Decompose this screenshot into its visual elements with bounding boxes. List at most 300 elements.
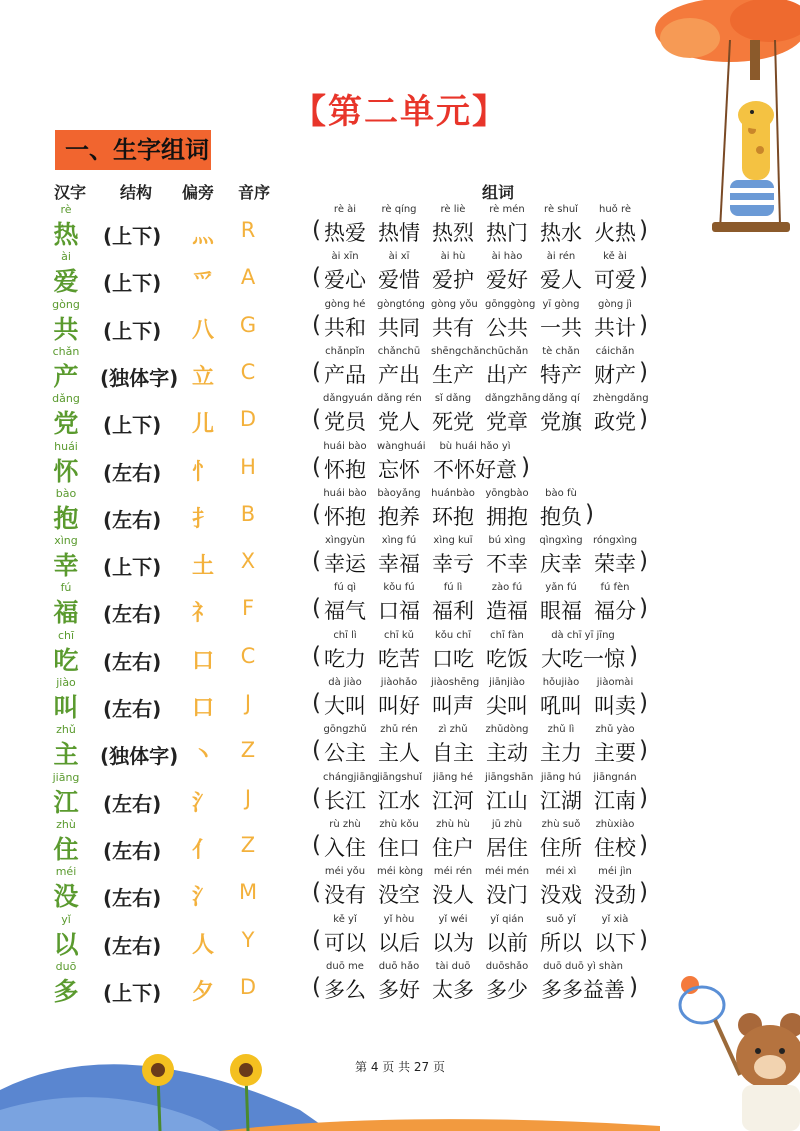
radical: 忄 bbox=[191, 459, 214, 485]
word-item bbox=[485, 913, 529, 958]
close-paren: ) bbox=[639, 879, 648, 906]
word-text: 幸亏 bbox=[432, 552, 474, 577]
sound-sequence: C bbox=[240, 359, 256, 384]
word-item bbox=[377, 392, 421, 437]
word-pinyin: bào fù bbox=[545, 487, 577, 499]
char-pinyin: xìng bbox=[54, 534, 78, 548]
word-pinyin: dǎngzhāng bbox=[485, 393, 541, 405]
radical: 夕 bbox=[191, 979, 214, 1005]
word-pinyin: jiāngshuǐ bbox=[377, 771, 423, 783]
character: 吃 bbox=[53, 645, 79, 675]
word-item bbox=[431, 865, 475, 910]
word-text: 庆幸 bbox=[540, 552, 582, 577]
char-pinyin: ài bbox=[61, 250, 71, 264]
word-text: 共有 bbox=[432, 315, 474, 340]
word-text: 住所 bbox=[540, 835, 582, 860]
word-pinyin: dà jiào bbox=[328, 677, 362, 688]
word-text: 尖叫 bbox=[486, 694, 528, 718]
open-paren: ( bbox=[312, 453, 321, 480]
char-pinyin: bào bbox=[55, 486, 77, 500]
sound-sequence: D bbox=[239, 974, 257, 999]
word-item bbox=[539, 771, 583, 816]
word-text: 大吃一惊 bbox=[541, 646, 625, 671]
word-pinyin: ài xī bbox=[388, 251, 410, 263]
word-pinyin: ài rén bbox=[546, 251, 576, 263]
word-pinyin: jū zhù bbox=[491, 818, 523, 830]
character: 主 bbox=[53, 740, 79, 770]
word-item bbox=[539, 913, 583, 958]
word-text: 江河 bbox=[432, 788, 474, 813]
word-item bbox=[593, 676, 637, 721]
word-item bbox=[323, 771, 379, 816]
word-pinyin: chī kǔ bbox=[384, 629, 414, 641]
word-text: 没有 bbox=[324, 883, 366, 908]
open-paren: ( bbox=[312, 831, 321, 858]
word-text: 热门 bbox=[486, 221, 528, 245]
word-pinyin: yǐ xià bbox=[601, 913, 629, 925]
open-paren: ( bbox=[312, 500, 321, 527]
radical: 立 bbox=[191, 364, 214, 390]
open-paren: ( bbox=[312, 548, 321, 575]
word-pinyin: jiāng hú bbox=[540, 771, 582, 783]
word-text: 以为 bbox=[432, 930, 474, 955]
structure-label: (左右) bbox=[103, 649, 162, 674]
word-item bbox=[431, 487, 475, 532]
radical: 土 bbox=[191, 554, 214, 580]
header-structure: 结构 bbox=[120, 183, 153, 202]
word-pinyin: chǎnchū bbox=[377, 345, 421, 357]
close-paren: ) bbox=[639, 548, 648, 575]
word-pinyin: gòng jì bbox=[598, 298, 632, 310]
close-paren: ) bbox=[585, 500, 594, 527]
word-text: 热烈 bbox=[432, 221, 474, 245]
word-text: 所以 bbox=[540, 930, 582, 955]
word-text: 不怀好意 bbox=[433, 457, 517, 482]
open-paren: ( bbox=[312, 973, 321, 1000]
word-item bbox=[377, 818, 421, 863]
word-pinyin: cáichǎn bbox=[595, 345, 635, 357]
word-text: 政党 bbox=[594, 410, 636, 435]
word-text: 吼叫 bbox=[540, 694, 582, 718]
structure-label: (左右) bbox=[103, 460, 162, 485]
word-text: 入住 bbox=[324, 835, 366, 860]
structure-label: (独体字) bbox=[100, 365, 179, 390]
structure-label: (左右) bbox=[103, 791, 162, 816]
word-item bbox=[431, 629, 475, 674]
word-pinyin: xìng kuī bbox=[433, 535, 473, 547]
character: 多 bbox=[53, 976, 79, 1006]
word-pinyin: chǎnpǐn bbox=[325, 345, 365, 357]
header-char: 汉字 bbox=[54, 183, 87, 202]
word-item bbox=[485, 960, 529, 1005]
word-item bbox=[431, 203, 475, 248]
char-pinyin: duō bbox=[55, 959, 77, 973]
character: 怀 bbox=[53, 456, 79, 486]
radical: 氵 bbox=[191, 885, 214, 911]
character: 共 bbox=[53, 314, 79, 344]
word-pinyin: rù zhù bbox=[329, 818, 361, 830]
word-text: 幸运 bbox=[324, 552, 366, 577]
word-text: 主力 bbox=[540, 741, 582, 766]
open-paren: ( bbox=[312, 690, 321, 716]
word-item bbox=[539, 487, 583, 532]
structure-label: (左右) bbox=[103, 602, 162, 627]
structure-label: (左右) bbox=[103, 507, 162, 532]
word-pinyin: duō me bbox=[326, 960, 364, 972]
word-text: 一共 bbox=[540, 315, 582, 340]
word-pinyin: kǒu fú bbox=[383, 582, 415, 594]
char-pinyin: huái bbox=[54, 439, 78, 453]
open-paren: ( bbox=[312, 737, 321, 764]
word-item bbox=[431, 250, 475, 295]
word-text: 爱好 bbox=[486, 268, 528, 293]
word-item bbox=[593, 818, 637, 863]
word-pinyin: zhù suǒ bbox=[541, 818, 581, 830]
word-text: 没劲 bbox=[594, 883, 636, 908]
word-item bbox=[323, 250, 367, 295]
sound-sequence: Z bbox=[240, 832, 256, 857]
table-row bbox=[0, 345, 800, 392]
word-item bbox=[485, 771, 534, 816]
word-pinyin: ài hù bbox=[440, 251, 466, 263]
word-item bbox=[377, 913, 421, 958]
word-text: 财产 bbox=[594, 362, 636, 387]
close-paren: ) bbox=[639, 217, 648, 243]
word-item bbox=[323, 581, 367, 626]
word-text: 可爱 bbox=[594, 268, 636, 293]
word-text: 福分 bbox=[594, 599, 636, 624]
radical: 人 bbox=[191, 932, 214, 958]
word-item bbox=[323, 960, 367, 1005]
word-item bbox=[539, 345, 583, 390]
word-text: 不幸 bbox=[486, 552, 528, 577]
sound-sequence: C bbox=[240, 643, 256, 668]
character: 福 bbox=[53, 598, 79, 628]
word-item bbox=[539, 960, 627, 1005]
char-pinyin: chī bbox=[57, 628, 75, 642]
word-pinyin: fú lì bbox=[443, 582, 463, 594]
character: 幸 bbox=[53, 551, 79, 581]
word-item bbox=[485, 818, 529, 863]
word-item bbox=[431, 960, 475, 1005]
sound-sequence: R bbox=[240, 218, 256, 242]
word-text: 产品 bbox=[324, 362, 366, 387]
radical: 八 bbox=[191, 317, 214, 343]
char-pinyin: dǎng bbox=[52, 392, 80, 406]
table-row bbox=[0, 723, 800, 770]
header-radical: 偏旁 bbox=[182, 183, 215, 202]
word-text: 怀抱 bbox=[324, 504, 366, 529]
word-text: 幸福 bbox=[378, 552, 420, 577]
sound-sequence: J bbox=[244, 691, 252, 715]
word-item bbox=[431, 676, 480, 721]
structure-label: (上下) bbox=[103, 318, 162, 343]
word-text: 居住 bbox=[486, 835, 528, 860]
word-text: 党员 bbox=[324, 410, 366, 435]
word-pinyin: tè chǎn bbox=[542, 345, 580, 357]
section-heading: 一、生字组词 bbox=[55, 130, 211, 170]
structure-label: (左右) bbox=[103, 933, 162, 958]
word-item bbox=[323, 392, 373, 437]
table-row bbox=[0, 960, 800, 1007]
word-text: 党旗 bbox=[540, 410, 582, 435]
close-paren: ) bbox=[639, 926, 648, 953]
word-item bbox=[377, 629, 421, 674]
word-item bbox=[377, 676, 421, 721]
word-pinyin: jiàomài bbox=[596, 677, 634, 688]
word-text: 多多益善 bbox=[541, 977, 625, 1002]
char-pinyin: jiāng bbox=[52, 770, 80, 784]
sound-sequence: F bbox=[241, 596, 255, 621]
word-text: 福利 bbox=[432, 599, 474, 624]
close-paren: ) bbox=[639, 595, 648, 622]
word-pinyin: rè liè bbox=[440, 204, 466, 215]
radical: 扌 bbox=[191, 506, 214, 532]
word-pinyin: dǎngyuán bbox=[323, 393, 373, 405]
word-text: 没空 bbox=[378, 883, 420, 908]
table-row bbox=[0, 676, 800, 723]
structure-label: (独体字) bbox=[100, 744, 179, 769]
word-pinyin: dǎng qí bbox=[542, 393, 580, 405]
table-row bbox=[0, 298, 800, 345]
radical: 儿 bbox=[191, 412, 214, 438]
sound-sequence: H bbox=[240, 454, 256, 479]
word-item bbox=[593, 250, 637, 295]
sound-sequence: Y bbox=[241, 927, 255, 952]
table-row bbox=[0, 534, 800, 581]
word-item bbox=[485, 203, 529, 248]
word-item bbox=[539, 818, 583, 863]
word-item bbox=[377, 298, 425, 343]
open-paren: ( bbox=[312, 311, 321, 338]
word-text: 以前 bbox=[486, 930, 528, 955]
word-pinyin: méi jìn bbox=[598, 866, 632, 878]
word-item bbox=[539, 203, 583, 248]
structure-label: (上下) bbox=[103, 271, 162, 296]
char-pinyin: gòng bbox=[52, 297, 80, 311]
close-paren: ) bbox=[639, 690, 648, 716]
structure-label: (左右) bbox=[103, 697, 162, 721]
word-text: 产出 bbox=[378, 362, 420, 387]
word-pinyin: duō duō yì shàn bbox=[543, 960, 623, 972]
word-text: 热爱 bbox=[324, 221, 366, 245]
word-text: 江山 bbox=[486, 788, 528, 813]
word-text: 叫卖 bbox=[594, 694, 636, 718]
word-pinyin: duō hǎo bbox=[378, 960, 420, 972]
sound-sequence: D bbox=[239, 407, 257, 432]
structure-label: (上下) bbox=[103, 224, 162, 248]
word-pinyin: yǎn fú bbox=[545, 582, 577, 594]
word-pinyin: jiàohǎo bbox=[380, 677, 418, 688]
word-text: 抱负 bbox=[540, 504, 582, 529]
word-text: 口福 bbox=[378, 599, 420, 624]
word-item bbox=[539, 629, 627, 674]
radical: 礻 bbox=[191, 601, 214, 627]
word-item bbox=[485, 629, 529, 674]
character: 产 bbox=[53, 361, 79, 391]
word-pinyin: chángjiāng bbox=[323, 771, 379, 783]
character: 以 bbox=[53, 929, 79, 959]
table-row bbox=[0, 865, 800, 912]
word-text: 以后 bbox=[378, 930, 420, 955]
char-pinyin: zhǔ bbox=[56, 723, 76, 737]
character: 党 bbox=[53, 409, 79, 439]
header-words: 组词 bbox=[482, 183, 515, 202]
structure-label: (左右) bbox=[103, 838, 162, 863]
word-item bbox=[539, 581, 583, 626]
word-item bbox=[485, 865, 529, 910]
word-item bbox=[593, 392, 649, 437]
word-item bbox=[323, 865, 367, 910]
word-pinyin: fú qì bbox=[333, 582, 357, 594]
word-text: 叫声 bbox=[432, 694, 474, 718]
word-item bbox=[485, 392, 541, 437]
word-text: 爱惜 bbox=[378, 268, 420, 293]
structure-label: (左右) bbox=[103, 886, 162, 911]
word-pinyin: rè shuǐ bbox=[544, 204, 578, 215]
sunflower-hill-decoration bbox=[0, 1030, 800, 1131]
word-item bbox=[377, 723, 421, 768]
word-item bbox=[323, 723, 367, 768]
word-text: 造福 bbox=[486, 599, 528, 624]
char-pinyin: zhù bbox=[56, 817, 76, 831]
word-text: 热情 bbox=[378, 221, 420, 245]
table-row bbox=[0, 392, 800, 439]
char-pinyin: rè bbox=[60, 203, 72, 216]
word-pinyin: yǐ qián bbox=[490, 913, 524, 925]
word-item bbox=[431, 581, 475, 626]
word-pinyin: yī gòng bbox=[542, 298, 580, 310]
word-pinyin: huǒ rè bbox=[598, 204, 632, 215]
structure-label: (上下) bbox=[103, 413, 162, 438]
sound-sequence: Z bbox=[240, 738, 256, 763]
word-text: 多少 bbox=[486, 977, 528, 1002]
word-pinyin: zhǔ lì bbox=[547, 724, 575, 736]
word-text: 火热 bbox=[594, 221, 636, 245]
word-pinyin: xìng fú bbox=[381, 535, 417, 547]
word-item bbox=[485, 487, 529, 532]
word-item bbox=[377, 771, 421, 816]
word-text: 热水 bbox=[540, 221, 582, 245]
close-paren: ) bbox=[639, 406, 648, 433]
word-item bbox=[431, 534, 475, 579]
word-text: 爱护 bbox=[432, 268, 474, 293]
word-item bbox=[377, 345, 421, 390]
word-text: 大叫 bbox=[324, 694, 366, 718]
word-text: 怀抱 bbox=[324, 457, 366, 482]
word-pinyin: zhù hù bbox=[436, 818, 470, 830]
word-item bbox=[485, 250, 529, 295]
word-pinyin: gōngzhǔ bbox=[323, 724, 367, 736]
character: 没 bbox=[53, 882, 79, 912]
sound-sequence: J bbox=[244, 785, 252, 810]
open-paren: ( bbox=[312, 595, 321, 622]
table-row bbox=[0, 581, 800, 628]
word-pinyin: méi yǒu bbox=[324, 866, 366, 878]
word-item bbox=[431, 818, 475, 863]
word-text: 以下 bbox=[594, 930, 636, 955]
word-pinyin: duōshǎo bbox=[485, 960, 529, 972]
table-row bbox=[0, 629, 800, 676]
word-pinyin: dà chī yī jīng bbox=[551, 629, 615, 641]
word-item bbox=[539, 250, 583, 295]
word-item bbox=[323, 203, 367, 248]
word-item bbox=[593, 723, 637, 768]
word-pinyin: bù huái hǎo yì bbox=[439, 440, 511, 452]
close-paren: ) bbox=[639, 311, 648, 338]
word-item bbox=[377, 865, 424, 910]
word-item bbox=[485, 723, 529, 768]
word-item bbox=[593, 581, 637, 626]
char-pinyin: chǎn bbox=[52, 344, 80, 358]
word-text: 没门 bbox=[486, 883, 528, 908]
word-item bbox=[485, 676, 529, 721]
word-pinyin: jiāng hé bbox=[432, 771, 474, 783]
char-pinyin: jiào bbox=[56, 676, 76, 689]
word-item bbox=[539, 676, 583, 721]
word-pinyin: rè ài bbox=[333, 204, 357, 215]
word-item bbox=[377, 581, 421, 626]
word-item bbox=[431, 723, 475, 768]
word-text: 口吃 bbox=[432, 646, 474, 671]
word-item bbox=[593, 345, 637, 390]
word-text: 爱人 bbox=[540, 268, 582, 293]
word-pinyin: zì zhǔ bbox=[438, 724, 468, 736]
word-pinyin: zhǔ rén bbox=[380, 724, 418, 736]
word-pinyin: huái bào bbox=[323, 440, 367, 452]
word-item bbox=[377, 250, 421, 295]
word-pinyin: kǒu chī bbox=[434, 629, 472, 641]
open-paren: ( bbox=[312, 358, 321, 385]
character: 爱 bbox=[53, 267, 79, 297]
word-pinyin: yōngbào bbox=[485, 487, 529, 499]
word-text: 出产 bbox=[486, 362, 528, 387]
word-pinyin: zhù kǒu bbox=[379, 818, 419, 830]
word-item bbox=[377, 534, 421, 579]
radical: 口 bbox=[191, 696, 214, 721]
word-pinyin: tài duō bbox=[435, 960, 471, 972]
word-text: 抱养 bbox=[378, 504, 420, 529]
word-text: 长江 bbox=[324, 788, 366, 813]
word-text: 死党 bbox=[432, 410, 474, 435]
word-item bbox=[593, 771, 637, 816]
word-text: 共和 bbox=[324, 315, 366, 340]
word-item bbox=[377, 203, 421, 248]
word-pinyin: méi kòng bbox=[377, 866, 424, 878]
word-item bbox=[323, 440, 367, 485]
word-text: 环抱 bbox=[432, 504, 474, 529]
word-text: 多么 bbox=[324, 977, 366, 1002]
word-pinyin: chī lì bbox=[333, 629, 357, 641]
word-text: 眼福 bbox=[540, 599, 582, 624]
sound-sequence: B bbox=[240, 501, 256, 526]
character: 江 bbox=[53, 787, 79, 817]
radical: 爫 bbox=[191, 270, 214, 296]
word-item bbox=[593, 913, 637, 958]
word-pinyin: méi mén bbox=[485, 866, 530, 878]
word-text: 忘怀 bbox=[378, 457, 420, 482]
word-text: 爱心 bbox=[324, 268, 366, 293]
table-row bbox=[0, 440, 800, 487]
word-text: 住口 bbox=[378, 835, 420, 860]
word-item bbox=[539, 298, 583, 343]
word-text: 住校 bbox=[594, 835, 636, 860]
word-item bbox=[539, 534, 583, 579]
character: 住 bbox=[53, 834, 79, 864]
word-item bbox=[539, 723, 583, 768]
word-pinyin: zào fú bbox=[491, 582, 523, 594]
word-pinyin: dǎng rén bbox=[377, 393, 422, 405]
